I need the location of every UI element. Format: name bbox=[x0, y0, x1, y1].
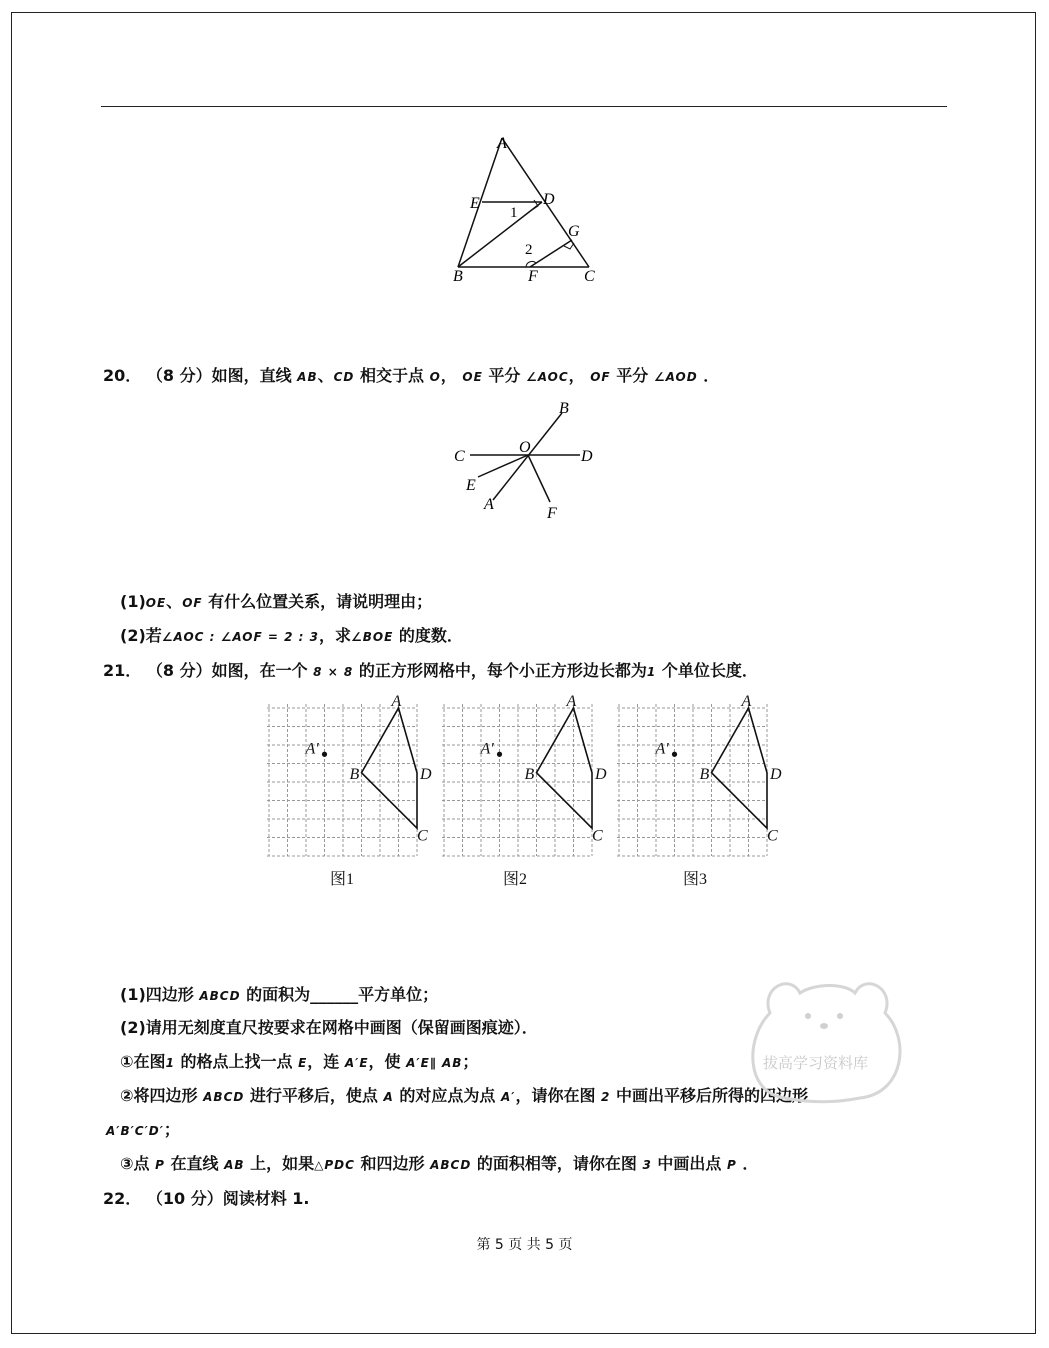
q20-o: O bbox=[429, 370, 441, 384]
grid-figure-2 bbox=[437, 693, 627, 860]
q21-s3-f: 中画出点 bbox=[657, 1154, 722, 1173]
q21-s2-point-a: A bbox=[383, 1090, 394, 1104]
q21-s2-d: ，请你在图 bbox=[515, 1086, 596, 1105]
q21-s2-b: 进行平移后，使点 bbox=[249, 1086, 378, 1105]
q20-p2-num: (2) bbox=[120, 626, 146, 645]
q20-oe: OE bbox=[462, 370, 483, 384]
label-o: O bbox=[519, 439, 531, 456]
point-a-prime bbox=[672, 752, 677, 757]
q20-p1-num: (1) bbox=[120, 592, 146, 611]
label-c: C bbox=[584, 268, 595, 285]
label-a-prime: A′ bbox=[305, 740, 319, 758]
q20-p1-oe: OE bbox=[145, 596, 167, 610]
watermark-text: 拔高学习资料库 bbox=[763, 1054, 869, 1072]
q20-ab: AB bbox=[297, 370, 318, 384]
q20-text-4: 平分 bbox=[488, 366, 521, 385]
q21-p1-text-b: 的面积为 bbox=[246, 985, 311, 1004]
q21-s1-fig: 1 bbox=[165, 1056, 175, 1070]
q21-s1-a: ①在图 bbox=[120, 1052, 166, 1071]
q20-p2-angle: ∠BOE bbox=[350, 630, 394, 644]
label-c: C bbox=[417, 827, 428, 845]
q22-score: （10 分） bbox=[146, 1189, 223, 1208]
label-b: B bbox=[524, 765, 535, 783]
label-a-prime: A′ bbox=[655, 740, 669, 758]
q21-s3-triangle: △PDC bbox=[314, 1158, 355, 1172]
q20-part-1 bbox=[120, 592, 432, 613]
label-a: A bbox=[497, 135, 507, 152]
label-g: G bbox=[568, 223, 580, 240]
label-f: F bbox=[547, 505, 557, 522]
label-e: E bbox=[466, 477, 476, 494]
caption-figure-1: 图1 bbox=[330, 871, 355, 888]
q21-p1-text-a: 四边形 bbox=[145, 985, 194, 1004]
label-a-prime: A′ bbox=[480, 740, 494, 758]
label-e: E bbox=[470, 195, 480, 212]
q21-score: （8 分） bbox=[146, 661, 212, 680]
label-b: B bbox=[559, 400, 569, 417]
q20-sep: 、 bbox=[317, 366, 334, 385]
page-footer: 第 5 页 共 5 页 bbox=[476, 1237, 573, 1253]
q20-text-7: ． bbox=[703, 366, 720, 385]
point-a-prime bbox=[497, 752, 502, 757]
q21-s2-end: ； bbox=[163, 1120, 180, 1139]
header-rule bbox=[101, 106, 947, 107]
q21-s2-abcd: ABCD bbox=[203, 1090, 245, 1104]
q21-s3-p2: P bbox=[727, 1158, 737, 1172]
label-b: B bbox=[349, 765, 360, 783]
q22-number: 22． bbox=[103, 1189, 142, 1208]
q20-p2-pre: 若 bbox=[145, 626, 162, 645]
q20-number: 20． bbox=[103, 366, 142, 385]
q21-number: 21． bbox=[103, 661, 142, 680]
q21-s2-e: 中画出平移后所得的四边形 bbox=[615, 1086, 808, 1105]
q21-grid-size: 8 × 8 bbox=[313, 665, 354, 679]
q20-part-2 bbox=[120, 626, 463, 647]
q20-aod: ∠AOD bbox=[653, 370, 698, 384]
q21-s3-e: 的面积相等，请你在图 bbox=[476, 1154, 637, 1173]
q21-s1-b: 的格点上找一点 bbox=[180, 1052, 293, 1071]
label-d: D bbox=[543, 191, 555, 208]
q21-s3-b: 在直线 bbox=[170, 1154, 219, 1173]
label-b: B bbox=[453, 268, 463, 285]
bear-watermark-icon bbox=[740, 968, 910, 1108]
q21-text-1: 如图，在一个 bbox=[211, 661, 308, 680]
q22-stem bbox=[103, 1189, 310, 1209]
q21-text-3: 个单位长度． bbox=[661, 661, 758, 680]
label-a: A bbox=[391, 693, 402, 710]
q21-s1-ae: A′E bbox=[344, 1056, 369, 1070]
q20-score: （8 分） bbox=[146, 366, 212, 385]
q20-p1-of: OF bbox=[182, 596, 203, 610]
q21-s3-fig: 3 bbox=[642, 1158, 652, 1172]
q21-s3-end: ． bbox=[742, 1154, 759, 1173]
q20-text-1: 如图，直线 bbox=[211, 366, 292, 385]
q21-s3-d: 和四边形 bbox=[360, 1154, 425, 1173]
caption-figure-3: 图3 bbox=[683, 871, 708, 888]
label-a: A bbox=[566, 693, 577, 710]
q21-stem bbox=[103, 661, 758, 682]
q21-s2-point-a-prime: A′ bbox=[500, 1090, 516, 1104]
label-d: D bbox=[581, 448, 593, 465]
q20-aoc: ∠AOC bbox=[525, 370, 569, 384]
q20-stem bbox=[103, 366, 719, 387]
q21-step-3 bbox=[120, 1154, 758, 1175]
q22-text: 阅读材料 1. bbox=[222, 1189, 310, 1208]
q21-s1-c: ，连 bbox=[307, 1052, 340, 1071]
q21-s3-a: ③点 bbox=[120, 1154, 150, 1173]
q21-part-1 bbox=[120, 985, 438, 1006]
q21-step-2 bbox=[120, 1086, 808, 1107]
q21-s3-ab: AB bbox=[224, 1158, 245, 1172]
q20-text-6: 平分 bbox=[616, 366, 649, 385]
grid-figure-1 bbox=[262, 693, 452, 860]
q20-p2-ratio: ∠AOC : ∠AOF = 2 : 3 bbox=[161, 630, 319, 644]
q21-s3-p: P bbox=[155, 1158, 165, 1172]
q21-s3-c: 上，如果 bbox=[250, 1154, 315, 1173]
figure-intersecting-lines bbox=[450, 395, 610, 525]
q20-text-2: 相交于点 bbox=[359, 366, 424, 385]
q20-cd: CD bbox=[333, 370, 355, 384]
q20-text-5: ， bbox=[568, 366, 585, 385]
q20-p1-text: 有什么位置关系，请说明理由； bbox=[208, 592, 433, 611]
q20-p2-end: 的度数． bbox=[398, 626, 463, 645]
label-c: C bbox=[592, 827, 603, 845]
angle-label-2: 2 bbox=[525, 242, 533, 258]
q21-s2-a: ②将四边形 bbox=[120, 1086, 198, 1105]
label-b: B bbox=[699, 765, 710, 783]
point-a-prime bbox=[322, 752, 327, 757]
segment-fg bbox=[530, 240, 572, 267]
line-ab bbox=[493, 413, 562, 500]
angle-label-1: 1 bbox=[510, 205, 518, 221]
q21-s2-fig: 2 bbox=[601, 1090, 611, 1104]
label-a: A bbox=[484, 496, 494, 513]
q21-s1-parallel: A′E∥ AB bbox=[406, 1056, 463, 1070]
label-d: D bbox=[595, 765, 607, 783]
caption-figure-2: 图2 bbox=[503, 871, 528, 888]
q21-s1-end: ； bbox=[462, 1052, 479, 1071]
q21-text-2: 的正方形网格中，每个小正方形边长都为 bbox=[358, 661, 647, 680]
grid-figure-3 bbox=[612, 693, 802, 860]
q21-answer-blank[interactable]: ______ bbox=[310, 985, 359, 1004]
q20-p2-mid: ，求 bbox=[318, 626, 351, 645]
q21-s1-d: ，使 bbox=[368, 1052, 401, 1071]
q21-p1-abcd: ABCD bbox=[199, 989, 241, 1003]
label-f: F bbox=[528, 268, 538, 285]
q21-s3-abcd: ABCD bbox=[430, 1158, 472, 1172]
label-d: D bbox=[770, 765, 782, 783]
label-a: A bbox=[741, 693, 752, 710]
label-c: C bbox=[454, 448, 465, 465]
q20-text-3: ， bbox=[440, 366, 457, 385]
q21-s2-quad: A′B′C′D′ bbox=[106, 1124, 164, 1138]
label-d: D bbox=[420, 765, 432, 783]
q21-p1-text-c: 平方单位； bbox=[358, 985, 439, 1004]
q21-step-2-cont bbox=[106, 1120, 180, 1141]
q21-s2-c: 的对应点为点 bbox=[399, 1086, 496, 1105]
q21-unit: 1 bbox=[646, 665, 657, 679]
ray-of bbox=[528, 455, 550, 502]
q20-p1-sep: 、 bbox=[166, 592, 183, 611]
figure-triangle-abc bbox=[440, 130, 640, 290]
q21-s1-e: E bbox=[298, 1056, 308, 1070]
q20-of: OF bbox=[590, 370, 611, 384]
q21-step-1 bbox=[120, 1052, 478, 1073]
q21-p1-num: (1) bbox=[120, 985, 146, 1004]
label-c: C bbox=[767, 827, 778, 845]
q21-part-2: (2)请用无刻度直尺按要求在网格中画图（保留画图痕迹）． bbox=[120, 1018, 538, 1037]
